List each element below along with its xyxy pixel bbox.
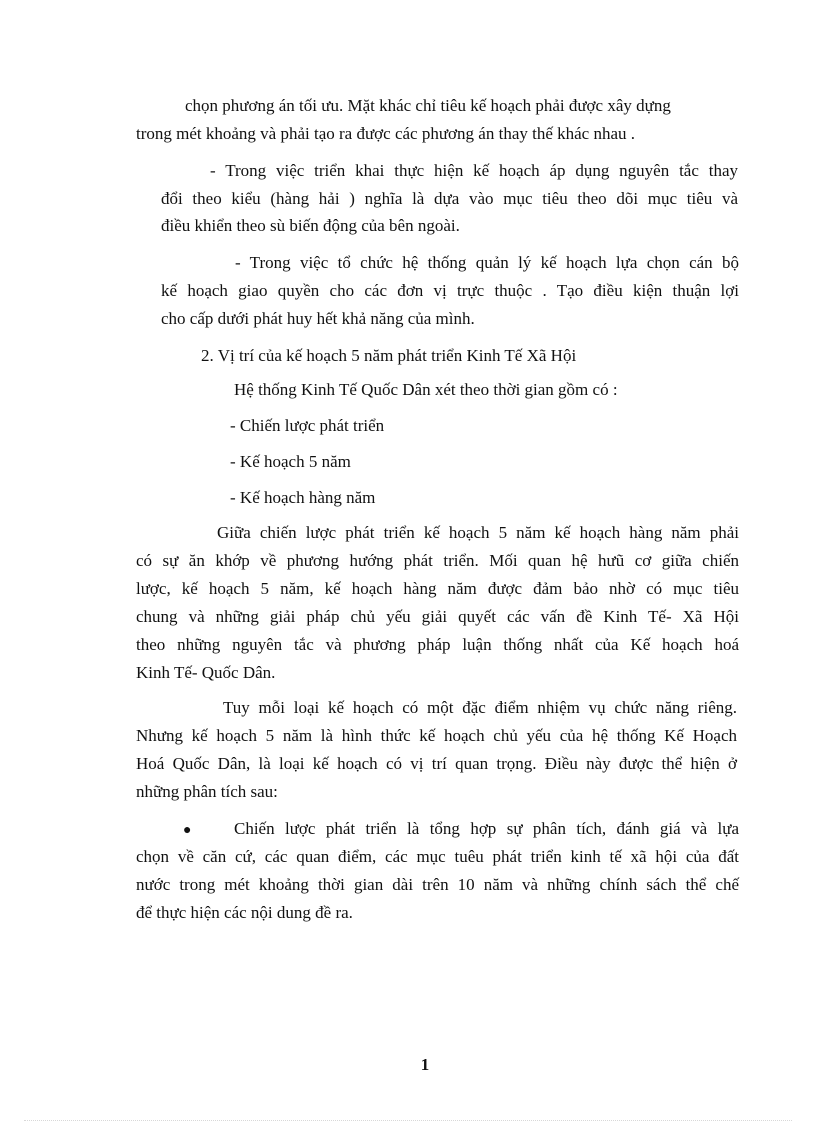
text-line: chọn phương án tối ưu. Mặt khác chỉ tiêu kế hoạch phải được xây dựng bbox=[185, 96, 671, 115]
text-line: Kinh Tế- Quốc Dân. bbox=[136, 663, 276, 682]
text-line: những phân tích sau: bbox=[136, 782, 278, 801]
text-line: Hoá Quốc Dân, là loại kế hoạch có vị trí quan trọng. Điều này được thể hiện ở bbox=[136, 754, 737, 773]
text-line: để thực hiện các nội dung đề ra. bbox=[136, 903, 353, 922]
list-item: - Chiến lược phát triển bbox=[230, 416, 385, 435]
text-line: Nhưng kế hoạch 5 năm là hình thức kế hoạch chủ yếu của hệ thống Kế Hoạch bbox=[136, 726, 737, 745]
text-line: Tuy mỗi loại kế hoạch có một đặc điểm nhiệm vụ chức năng riêng. bbox=[223, 698, 737, 717]
text-line: chọn về căn cứ, các quan điểm, các mục tuêu phát triển kinh tế xã hội của đất bbox=[136, 847, 739, 866]
bullet-icon: ● bbox=[183, 823, 192, 838]
text-line: nước trong mét khoảng thời gian dài trên 10 năm và những chính sách thể chế bbox=[136, 875, 739, 894]
text-line: lược, kế hoạch 5 năm, kế hoạch hàng năm được đảm bảo nhờ có mục tiêu bbox=[136, 579, 739, 598]
text-line: Hệ thống Kinh Tế Quốc Dân xét theo thời gian gồm có : bbox=[234, 380, 618, 399]
text-line: - Trong việc triển khai thực hiện kế hoạch áp dụng nguyên tắc thay bbox=[210, 161, 738, 180]
section-heading: 2. Vị trí của kế hoạch 5 năm phát triển Kinh Tế Xã Hội bbox=[201, 346, 577, 365]
page-edge-divider bbox=[24, 1120, 792, 1121]
text-line: kế hoạch giao quyền cho các đơn vị trực thuộc . Tạo điều kiện thuận lợi bbox=[161, 281, 739, 300]
list-item: - Kế hoạch 5 năm bbox=[230, 452, 351, 471]
text-line: - Trong việc tổ chức hệ thống quản lý kế hoạch lựa chọn cán bộ bbox=[235, 253, 739, 272]
page-number: 1 bbox=[420, 1055, 430, 1074]
text-line: Chiến lược phát triển là tổng hợp sự phân tích, đánh giá và lựa bbox=[234, 819, 739, 838]
list-item: - Kế hoạch hàng năm bbox=[230, 488, 376, 507]
text-line: đổi theo kiểu (hàng hải ) nghĩa là dựa vào mục tiêu theo dõi mục tiêu và bbox=[161, 189, 738, 208]
text-line: Giữa chiến lược phát triển kế hoạch 5 năm kế hoạch hàng năm phải bbox=[217, 523, 739, 542]
text-line: điều khiển theo sù biến động của bên ngoài. bbox=[161, 216, 460, 235]
text-line: theo những nguyên tắc và phương pháp luận thống nhất của Kế hoạch hoá bbox=[136, 635, 739, 654]
text-line: chung và những giải pháp chủ yếu giải quyết các vấn đề Kinh Tế- Xã Hội bbox=[136, 607, 739, 626]
text-line: trong mét khoảng và phải tạo ra được các phương án thay thế khác nhau . bbox=[136, 124, 636, 143]
text-line: có sự ăn khớp về phương hướng phát triển. Mối quan hệ hưũ cơ giữa chiến bbox=[136, 551, 739, 570]
text-line: cho cấp dưới phát huy hết khả năng của mình. bbox=[161, 309, 475, 328]
